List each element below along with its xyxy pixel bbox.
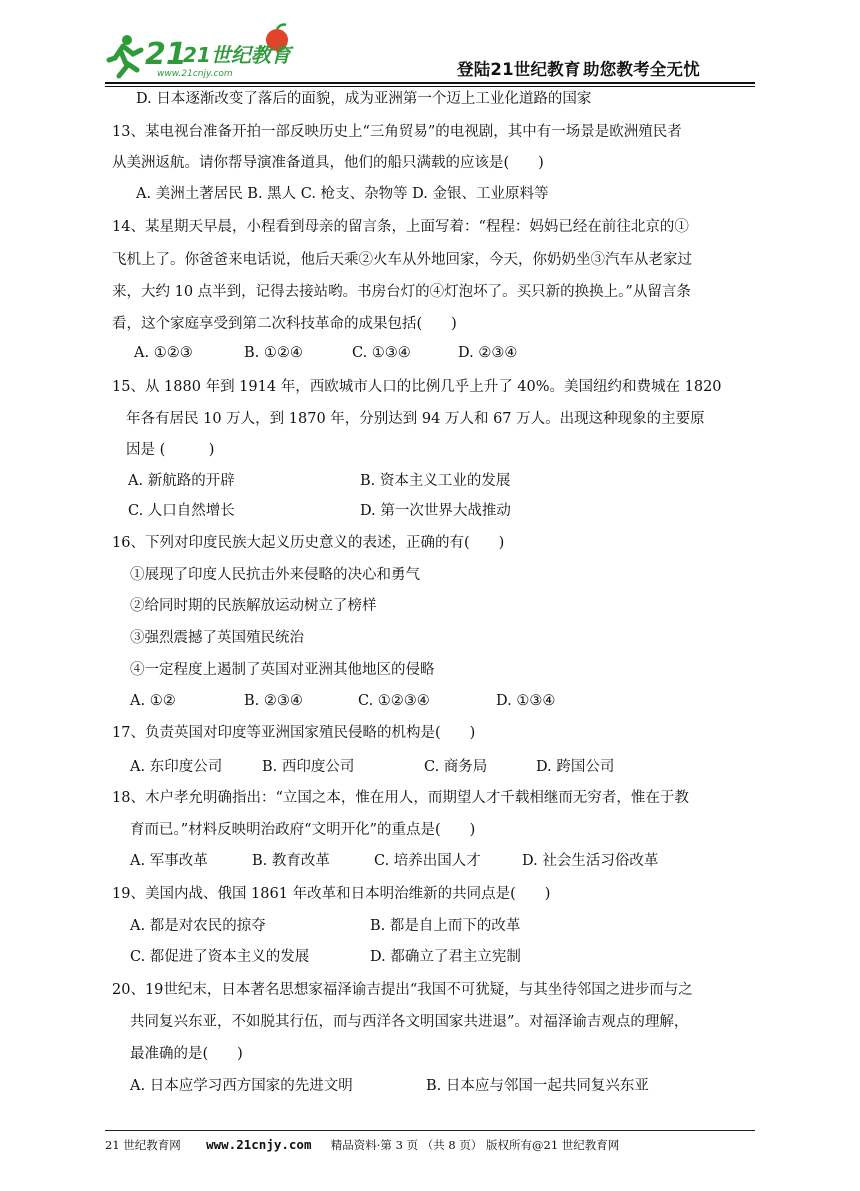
q18-stem-line-2: 育而已。”材料反映明治政府“文明开化”的重点是( ) [130,822,476,838]
q16-stem: 16、下列对印度民族大起义历史意义的表述，正确的有( ) [112,535,505,551]
q17-stem: 17、负责英国对印度等亚洲国家殖民侵略的机构是( ) [112,725,476,741]
q15-option-c: C. 人口自然增长 [128,503,235,519]
q19-option-d: D. 都确立了君主立宪制 [370,949,521,965]
q13-options: A. 美洲土著居民 B. 黑人 C. 枪支、杂物等 D. 金银、工业原料等 [136,186,549,202]
q16-option-b: B. ②③④ [244,693,303,709]
q20-option-b: B. 日本应与邻国一起共同复兴东亚 [426,1078,649,1094]
page-footer [105,1137,619,1153]
q20-stem-line-1: 20、19世纪末，日本著名思想家福泽谕吉提出“我国不可犹疑，与其坐待邻国之进步而与之 [112,982,693,998]
q14-option-c: C. ①③④ [352,345,411,361]
q20-stem-line-3: 最准确的是( ) [130,1046,243,1062]
header-slogan-help: 助您教考全无忧 [583,60,700,79]
q17-option-b: B. 西印度公司 [262,759,355,775]
q19-option-c: C. 都促进了资本主义的发展 [130,949,310,965]
q18-option-d: D. 社会生活习俗改革 [522,853,659,869]
q15-stem-line-1: 15、从 1880 年到 1914 年，西欧城市人口的比例几乎上升了 40%。美国纽约和费城在 1820 [112,379,722,395]
q12-option-d: D. 日本逐渐改变了落后的面貌，成为亚洲第一个迈上工业化道路的国家 [136,91,592,107]
q18-option-a: A. 军事改革 [130,853,208,869]
q16-statement-1: ①展现了印度人民抗击外来侵略的决心和勇气 [130,567,420,583]
q15-option-b: B. 资本主义工业的发展 [360,473,511,489]
q16-option-c: C. ①②③④ [358,693,430,709]
q14-stem-line-4: 看，这个家庭享受到第二次科技革命的成果包括( ) [112,316,457,332]
svg-text:www.21cnjy.com: www.21cnjy.com [157,69,233,79]
q14-option-d: D. ②③④ [458,345,518,361]
q15-option-d: D. 第一次世界大战推动 [360,503,511,519]
q13-stem-line-1: 13、某电视台准备开拍一部反映历史上“三角贸易”的电视剧，其中有一场景是欧洲殖民者 [112,124,682,140]
q16-option-a: A. ①② [130,693,176,709]
q17-option-d: D. 跨国公司 [536,759,615,775]
q14-stem-line-1: 14、某星期天早晨，小程看到母亲的留言条，上面写着：“程程：妈妈已经在前往北京的① [112,219,689,235]
svg-text:21世纪教育: 21世纪教育 [183,43,291,67]
q13-stem-line-2: 从美洲返航。请你帮导演准备道具，他们的船只满载的应该是( ) [112,155,544,171]
q16-statement-4: ④一定程度上遏制了英国对亚洲其他地区的侵略 [130,662,435,678]
q19-stem: 19、美国内战、俄国 1861 年改革和日本明治维新的共同点是( ) [112,886,551,902]
q16-statement-3: ③强烈震撼了英国殖民统治 [130,630,304,646]
q14-option-b: B. ①②④ [244,345,303,361]
q17-option-a: A. 东印度公司 [130,759,223,775]
q15-stem-line-3: 因是 ( ) [126,442,215,458]
footer-rule [105,1130,755,1131]
page-header [105,22,755,84]
q20-option-a: A. 日本应学习西方国家的先进文明 [130,1078,353,1094]
q20-stem-line-2: 共同复兴东亚，不如脱其行伍，而与西洋各文明国家共进退”。对福泽谕吉观点的理解， [130,1014,689,1030]
header-slogan-login: 登陆21世纪教育 [457,60,581,79]
footer-site: 21 世纪教育网 [105,1138,181,1152]
q15-option-a: A. 新航路的开辟 [128,473,235,489]
q15-stem-line-2: 年各有居民 10 万人，到 1870 年，分别达到 94 万人和 67 万人。出现这种现象的主要原 [126,411,705,427]
q16-option-d: D. ①③④ [496,693,556,709]
q14-stem-line-2: 飞机上了。你爸爸来电话说，他后天乘②火车从外地回家，今天，你奶奶坐③汽车从老家过 [112,252,692,268]
footer-page-info: 精品资料·第 3 页 （共 8 页） 版权所有@21 世纪教育网 [330,1138,620,1152]
header-rule-thin [105,86,755,87]
q14-option-a: A. ①②③ [134,345,193,361]
q17-option-c: C. 商务局 [424,759,488,775]
q14-stem-line-3: 来，大约 10 点半到，记得去接站哟。书房台灯的④灯泡坏了。买只新的换换上。”从留言条 [112,284,691,300]
q19-option-a: A. 都是对农民的掠夺 [130,918,266,934]
q19-option-b: B. 都是自上而下的改革 [370,918,521,934]
q16-statement-2: ②给同时期的民族解放运动树立了榜样 [130,598,377,614]
svg-text:21: 21 [145,37,187,72]
footer-url-link[interactable]: www.21cnjy.com [206,1137,312,1152]
logo [105,22,305,80]
header-rule [105,82,755,84]
q18-option-c: C. 培养出国人才 [374,853,481,869]
q18-stem-line-1: 18、木户孝允明确指出：“立国之本，惟在用人，而期望人才千载相继而无穷者，惟在于教 [112,790,689,806]
running-figure-icon [109,35,141,76]
q18-option-b: B. 教育改革 [252,853,330,869]
